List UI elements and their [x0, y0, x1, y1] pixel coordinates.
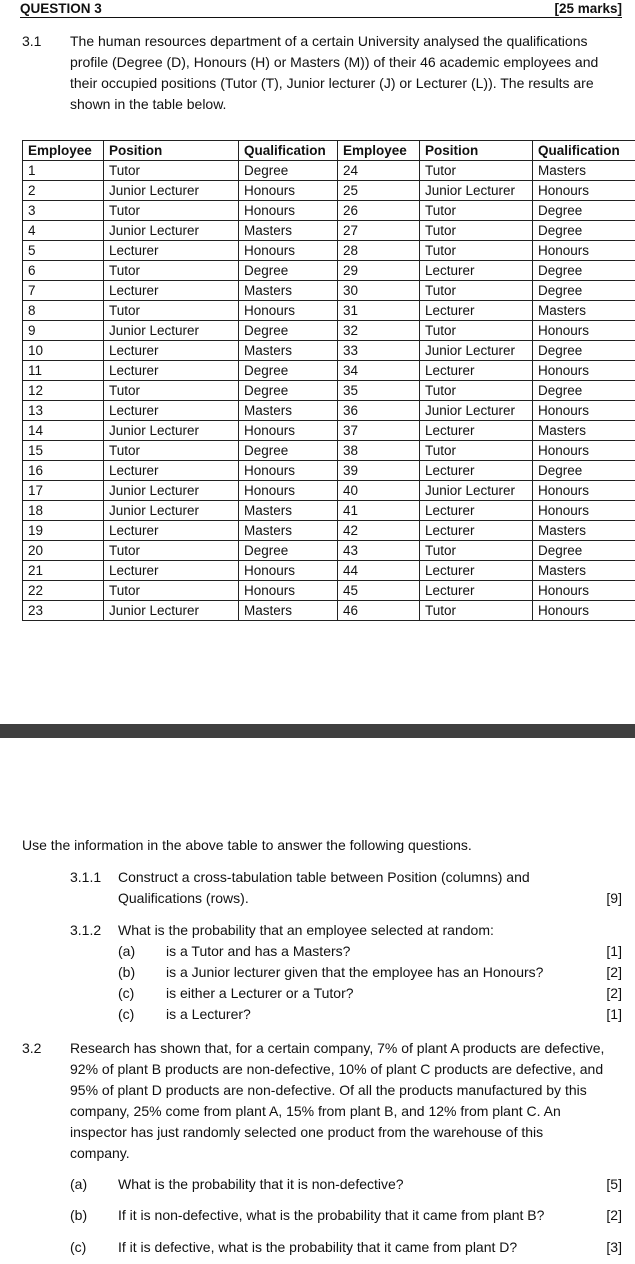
paragraph-line: Research has shown that, for a certain company, 7% of plant A products are defective, — [70, 1040, 605, 1056]
table-cell: 24 — [338, 161, 420, 181]
table-cell: Honours — [533, 401, 635, 421]
table-cell: Tutor — [420, 441, 533, 461]
table-cell: 2 — [23, 181, 104, 201]
table-cell: 42 — [338, 521, 420, 541]
table-cell: 41 — [338, 501, 420, 521]
table-cell: 1 — [23, 161, 104, 181]
subpart-label: (c) — [70, 1239, 87, 1255]
table-cell: Degree — [239, 441, 338, 461]
table-cell: 32 — [338, 321, 420, 341]
table-row — [23, 361, 635, 381]
table-cell: Honours — [239, 561, 338, 581]
table-body — [23, 161, 635, 621]
table-cell: 13 — [23, 401, 104, 421]
table-row — [23, 581, 635, 601]
table-cell: Degree — [239, 541, 338, 561]
table-cell: Tutor — [420, 321, 533, 341]
table-cell: Tutor — [420, 241, 533, 261]
subpart-text: If it is defective, what is the probability that it came from plant D? — [118, 1239, 518, 1255]
table-cell: 5 — [23, 241, 104, 261]
intro-line: their occupied positions (Tutor (T), Junior lecturer (J) or Lecturer (L)). The results are — [70, 75, 594, 91]
table-cell: Junior Lecturer — [104, 481, 239, 501]
column-header: Position — [420, 141, 533, 161]
table-cell: Tutor — [104, 441, 239, 461]
section-3-1-intro — [70, 31, 626, 115]
table-row — [23, 321, 635, 341]
table-cell: 40 — [338, 481, 420, 501]
table-cell: Masters — [239, 221, 338, 241]
subpart-text: is a Lecturer? — [166, 1006, 251, 1022]
paragraph-line: inspector has just randomly selected one product from the warehouse of this — [70, 1124, 544, 1140]
table-cell: Junior Lecturer — [104, 501, 239, 521]
table-cell: Tutor — [420, 381, 533, 401]
table-cell: 20 — [23, 541, 104, 561]
table-row — [23, 341, 635, 361]
table-cell: Lecturer — [104, 461, 239, 481]
table-cell: Degree — [239, 321, 338, 341]
table-cell: Tutor — [104, 381, 239, 401]
subpart-label: (b) — [118, 964, 136, 980]
table-cell: Lecturer — [104, 561, 239, 581]
table-cell: Degree — [533, 261, 635, 281]
table-cell: Lecturer — [104, 401, 239, 421]
table-cell: 35 — [338, 381, 420, 401]
subpart-text: is either a Lecturer or a Tutor? — [166, 985, 354, 1001]
table-cell: Degree — [239, 381, 338, 401]
table-cell: Junior Lecturer — [420, 401, 533, 421]
table-cell: 44 — [338, 561, 420, 581]
table-cell: 4 — [23, 221, 104, 241]
table-cell: 14 — [23, 421, 104, 441]
table-cell: 8 — [23, 301, 104, 321]
section-number-3-1: 3.1 — [22, 33, 42, 49]
table-cell: 34 — [338, 361, 420, 381]
table-cell: Masters — [239, 521, 338, 541]
intro-line: profile (Degree (D), Honours (H) or Masters (M)) of their 46 academic employees and — [70, 54, 599, 70]
table-cell: 16 — [23, 461, 104, 481]
column-header: Employee — [23, 141, 104, 161]
paragraph-line: company, 25% come from plant A, 15% from plant B, and 12% from plant C. An — [70, 1103, 561, 1119]
table-cell: Tutor — [420, 281, 533, 301]
table-cell: Lecturer — [104, 361, 239, 381]
subpart-mark: [1] — [606, 943, 622, 959]
table-cell: Tutor — [104, 581, 239, 601]
table-cell: 15 — [23, 441, 104, 461]
table-cell: Honours — [533, 581, 635, 601]
table-row — [23, 301, 635, 321]
table-cell: Honours — [239, 421, 338, 441]
table-cell: Lecturer — [420, 461, 533, 481]
table-cell: Honours — [239, 581, 338, 601]
table-cell: Junior Lecturer — [104, 421, 239, 441]
table-cell: Honours — [239, 241, 338, 261]
section-3-2-text — [70, 1038, 622, 1164]
table-cell: Honours — [533, 241, 635, 261]
table-cell: Junior Lecturer — [420, 181, 533, 201]
table-row — [23, 241, 635, 261]
instructions-text: Use the information in the above table to answer the following questions. — [22, 837, 472, 853]
table-row — [23, 421, 635, 441]
table-row — [23, 481, 635, 501]
table-cell: Lecturer — [420, 421, 533, 441]
table-cell: 11 — [23, 361, 104, 381]
table-cell: 29 — [338, 261, 420, 281]
table-cell: 30 — [338, 281, 420, 301]
table-cell: 6 — [23, 261, 104, 281]
table-cell: 3 — [23, 201, 104, 221]
table-cell: 27 — [338, 221, 420, 241]
question-number-3-1-1: 3.1.1 — [70, 869, 102, 885]
table-cell: Masters — [239, 501, 338, 521]
table-cell: Junior Lecturer — [104, 601, 239, 621]
table-cell: Masters — [239, 401, 338, 421]
table-cell: Tutor — [104, 201, 239, 221]
table-cell: Junior Lecturer — [420, 341, 533, 361]
table-cell: Tutor — [420, 221, 533, 241]
table-cell: 26 — [338, 201, 420, 221]
question-title: QUESTION 3 — [20, 1, 102, 16]
table-cell: 7 — [23, 281, 104, 301]
table-cell: Tutor — [420, 201, 533, 221]
column-header: Employee — [338, 141, 420, 161]
question-header — [20, 0, 622, 18]
table-row — [23, 261, 635, 281]
subpart-label: (a) — [118, 943, 136, 959]
table-row — [23, 221, 635, 241]
paragraph-line: company. — [70, 1145, 130, 1161]
table-cell: 25 — [338, 181, 420, 201]
subpart-label: (a) — [70, 1176, 88, 1192]
table-cell: 23 — [23, 601, 104, 621]
table-cell: 36 — [338, 401, 420, 421]
question-3-1-2-stem: What is the probability that an employee selected at random: — [118, 922, 494, 938]
table-cell: Masters — [239, 341, 338, 361]
table-cell: Tutor — [420, 161, 533, 181]
table-row — [23, 461, 635, 481]
table-cell: 28 — [338, 241, 420, 261]
table-cell: Masters — [533, 161, 635, 181]
subpart-mark: [2] — [606, 985, 622, 1001]
table-row — [23, 501, 635, 521]
table-row — [23, 181, 635, 201]
table-row — [23, 541, 635, 561]
table-cell: 43 — [338, 541, 420, 561]
table-cell: Masters — [533, 561, 635, 581]
question-3-1-1-line: Construct a cross-tabulation table between Position (columns) and — [118, 869, 530, 885]
table-cell: Tutor — [104, 541, 239, 561]
subpart-label: (c) — [118, 985, 135, 1001]
question-3-1-1-line: Qualifications (rows). — [118, 890, 249, 906]
table-row — [23, 381, 635, 401]
table-cell: Honours — [533, 601, 635, 621]
paragraph-line: 92% of plant B products are non-defective, 10% of plant C products are defective, and — [70, 1061, 604, 1077]
table-cell: Masters — [239, 281, 338, 301]
table-row — [23, 201, 635, 221]
table-cell: 19 — [23, 521, 104, 541]
table-cell: Lecturer — [420, 521, 533, 541]
table-cell: Degree — [239, 361, 338, 381]
table-cell: 12 — [23, 381, 104, 401]
table-row — [23, 281, 635, 301]
table-cell: 46 — [338, 601, 420, 621]
table-cell: 18 — [23, 501, 104, 521]
table-cell: Tutor — [420, 601, 533, 621]
table-cell: Honours — [239, 181, 338, 201]
question-total-marks: [25 marks] — [554, 1, 622, 16]
table-cell: Degree — [533, 221, 635, 241]
subpart-text: What is the probability that it is non-defective? — [118, 1176, 404, 1192]
table-cell: Honours — [533, 501, 635, 521]
table-cell: Masters — [239, 601, 338, 621]
table-row — [23, 561, 635, 581]
table-cell: 9 — [23, 321, 104, 341]
table-cell: 33 — [338, 341, 420, 361]
table-cell: Honours — [533, 181, 635, 201]
table-cell: Honours — [533, 441, 635, 461]
table-cell: Junior Lecturer — [104, 321, 239, 341]
table-cell: Lecturer — [420, 301, 533, 321]
subpart-label: (c) — [118, 1006, 135, 1022]
table-cell: Degree — [533, 341, 635, 361]
table-cell: Honours — [533, 481, 635, 501]
table-cell: 10 — [23, 341, 104, 361]
table-cell: Tutor — [104, 261, 239, 281]
subpart-text: is a Junior lecturer given that the employee has an Honours? — [166, 964, 544, 980]
table-cell: Junior Lecturer — [104, 221, 239, 241]
table-cell: Tutor — [104, 301, 239, 321]
table-cell: Degree — [533, 461, 635, 481]
table-cell: Honours — [239, 301, 338, 321]
intro-line: shown in the table below. — [70, 96, 227, 112]
column-header: Qualification — [239, 141, 338, 161]
table-cell: Degree — [239, 161, 338, 181]
table-cell: Lecturer — [420, 501, 533, 521]
paragraph-line: 95% of plant D products are non-defective. Of all the products manufactured by this — [70, 1082, 587, 1098]
table-cell: Honours — [533, 321, 635, 341]
table-cell: 22 — [23, 581, 104, 601]
table-cell: Honours — [239, 201, 338, 221]
table-cell: 39 — [338, 461, 420, 481]
subpart-mark: [2] — [606, 964, 622, 980]
table-cell: Lecturer — [420, 361, 533, 381]
table-cell: Junior Lecturer — [420, 481, 533, 501]
section-number-3-2: 3.2 — [22, 1040, 42, 1056]
table-row — [23, 401, 635, 421]
subpart-text: is a Tutor and has a Masters? — [166, 943, 351, 959]
table-cell: Lecturer — [104, 341, 239, 361]
table-cell: Junior Lecturer — [104, 181, 239, 201]
table-row — [23, 601, 635, 621]
table-cell: Honours — [239, 481, 338, 501]
column-header: Qualification — [533, 141, 635, 161]
table-cell: Masters — [533, 301, 635, 321]
table-cell: Degree — [239, 261, 338, 281]
question-3-1-1-mark: [9] — [606, 890, 622, 906]
table-cell: Lecturer — [420, 581, 533, 601]
question-number-3-1-2: 3.1.2 — [70, 922, 102, 938]
table-cell: Honours — [239, 461, 338, 481]
table-cell: Lecturer — [104, 281, 239, 301]
table-cell: 21 — [23, 561, 104, 581]
table-cell: Masters — [533, 521, 635, 541]
page-divider — [0, 724, 635, 738]
subpart-mark: [3] — [606, 1239, 622, 1255]
table-row — [23, 161, 635, 181]
employee-qualifications-table — [22, 140, 635, 621]
table-header-row — [23, 141, 635, 161]
table-cell: Honours — [533, 361, 635, 381]
subpart-mark: [5] — [606, 1176, 622, 1192]
table-cell: Lecturer — [104, 241, 239, 261]
table-cell: Degree — [533, 201, 635, 221]
intro-line: The human resources department of a certain University analysed the qualifications — [70, 33, 588, 49]
table-cell: Tutor — [420, 541, 533, 561]
subpart-label: (b) — [70, 1207, 88, 1223]
table-cell: Tutor — [104, 161, 239, 181]
table-cell: Lecturer — [420, 561, 533, 581]
subpart-mark: [1] — [606, 1006, 622, 1022]
table-cell: 38 — [338, 441, 420, 461]
table-cell: 31 — [338, 301, 420, 321]
table-cell: Degree — [533, 541, 635, 561]
table-cell: 37 — [338, 421, 420, 441]
subpart-mark: [2] — [606, 1207, 622, 1223]
table-cell: Masters — [533, 421, 635, 441]
subpart-text: If it is non-defective, what is the probability that it came from plant B? — [118, 1207, 545, 1223]
table-cell: Lecturer — [420, 261, 533, 281]
table-cell: Lecturer — [104, 521, 239, 541]
table-row — [23, 441, 635, 461]
table-cell: 45 — [338, 581, 420, 601]
table-cell: Degree — [533, 381, 635, 401]
table-row — [23, 521, 635, 541]
column-header: Position — [104, 141, 239, 161]
table-cell: 17 — [23, 481, 104, 501]
table-cell: Degree — [533, 281, 635, 301]
